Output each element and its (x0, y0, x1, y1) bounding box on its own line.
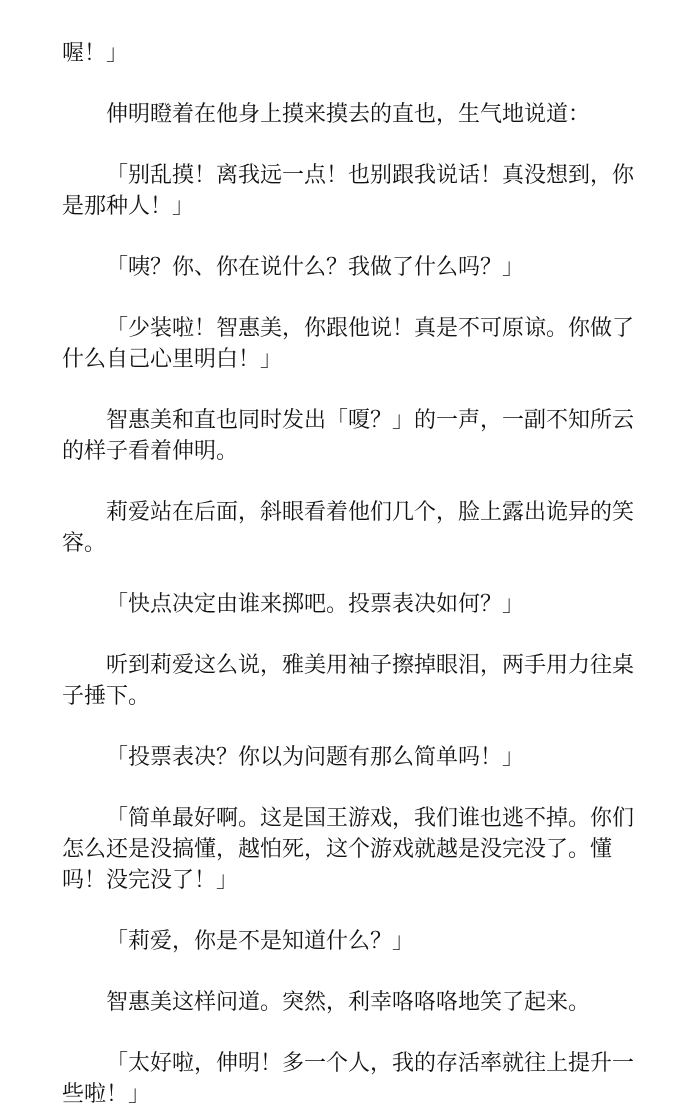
paragraph-13: 智惠美这样问道。突然，利幸咯咯咯地笑了起来。 (106, 990, 591, 1015)
paragraph-2: 伸明瞪着在他身上摸来摸去的直也，生气地说道： (106, 102, 591, 127)
paragraph-6: 智惠美和直也同时发出「嗄？」的一声，一副不知所云的样子看着伸明。 (62, 408, 635, 464)
paragraph-7: 莉爱站在后面，斜眼看着他们几个，脸上露出诡异的笑容。 (62, 500, 635, 556)
paragraph-9: 听到莉爱这么说，雅美用袖子擦掉眼泪，两手用力往桌子捶下。 (62, 653, 635, 709)
paragraph-10: 「投票表决？你以为问题有那么简单吗！」 (106, 745, 525, 770)
paragraph-4: 「咦？你、你在说什么？我做了什么吗？」 (106, 255, 525, 280)
paragraph-12: 「莉爱，你是不是知道什么？」 (106, 929, 415, 954)
paragraph-1: 喔！」 (62, 41, 129, 66)
paragraph-3: 「别乱摸！离我远一点！也别跟我说话！真没想到，你是那种人！」 (62, 163, 635, 219)
paragraph-11: 「简单最好啊。这是国王游戏，我们谁也逃不掉。你们怎么还是没搞懂，越怕死，这个游戏就越是没完没了。懂吗！没完没了！」 (62, 806, 635, 893)
paragraph-5: 「少装啦！智惠美，你跟他说！真是不可原谅。你做了什么自己心里明白！」 (62, 316, 635, 372)
paragraph-8: 「快点决定由谁来掷吧。投票表决如何？」 (106, 592, 525, 617)
paragraph-14: 「太好啦，伸明！多一个人，我的存活率就往上提升一些啦！」 (62, 1051, 635, 1107)
